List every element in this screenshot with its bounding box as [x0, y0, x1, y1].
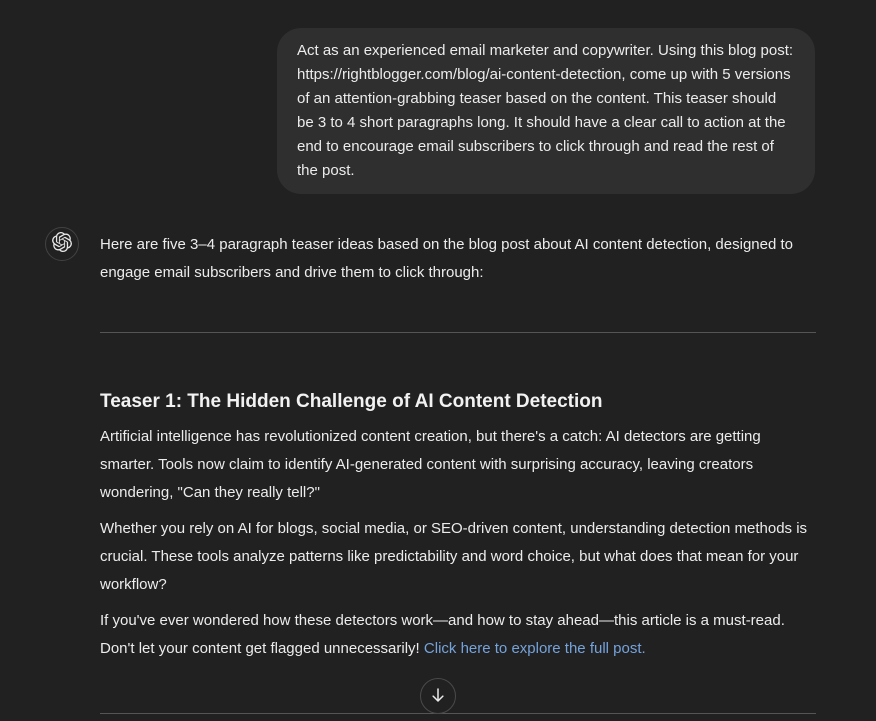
openai-logo-icon	[52, 232, 72, 257]
teaser-1-paragraph-3	[100, 607, 814, 663]
teaser-1-paragraph-3-text: If you've ever wondered how these detectors work—and how to stay ahead—this article is a must-read. Don't let your content get flagged unnecessarily!	[100, 612, 785, 657]
full-post-link[interactable]: Click here to explore the full post.	[423, 640, 646, 657]
assistant-avatar	[45, 227, 79, 261]
teaser-1-paragraph-1: Artificial intelligence has revolutionized content creation, but there's a catch: AI detectors are getting smarter. Tools now claim to identify AI-generated content with surprising accuracy, leaving creators wondering, "Can they really tell?"	[100, 428, 761, 501]
assistant-intro-text: Here are five 3–4 paragraph teaser ideas based on the blog post about AI content detection, designed to engage email subscribers and drive them to click through:	[100, 236, 793, 281]
section-divider-top	[100, 332, 816, 333]
user-message-text: Act as an experienced email marketer and copywriter. Using this blog post: https://rightblogger.com/blog/ai-content-detection, come up with 5 versions of an attention-grabbing teaser based on the content. This teaser should be 3 to 4 short paragraphs long. It should have a clear call to action at the end to encourage email subscribers to click through and read the rest of the post.	[297, 42, 794, 179]
user-message-bubble	[277, 28, 815, 194]
scroll-to-bottom-button[interactable]	[420, 678, 456, 714]
teaser-1-heading: Teaser 1: The Hidden Challenge of AI Content Detection	[100, 391, 603, 412]
teaser-1-paragraph-2: Whether you rely on AI for blogs, social media, or SEO-driven content, understanding detection methods is crucial. These tools analyze patterns like predictability and word choice, but what does that mean for your workflow?	[100, 520, 808, 593]
arrow-down-icon	[429, 686, 447, 707]
section-divider-bottom	[100, 713, 816, 714]
